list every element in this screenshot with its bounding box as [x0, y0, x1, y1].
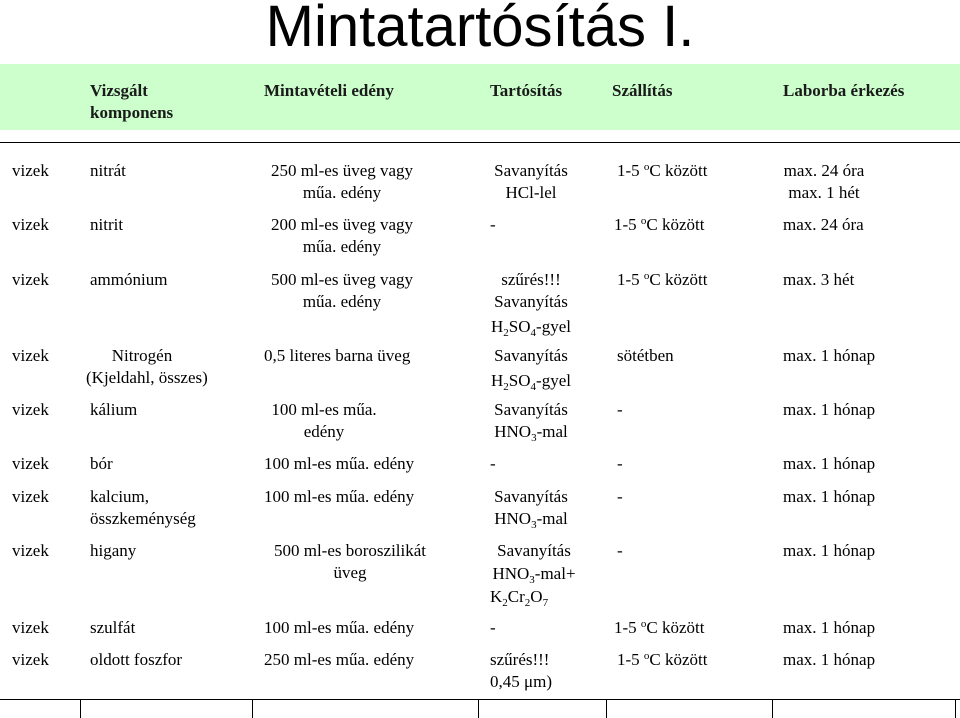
cell-vessel-line1: 500 ml-es boroszilikát: [273, 541, 427, 560]
slide-title: Mintatartósítás I.: [265, 0, 695, 59]
header-vessel: Mintavételi edény: [264, 81, 394, 100]
cell-vessel: [262, 160, 422, 204]
formula-sub: 7: [542, 597, 549, 609]
cell-arrival: max. 3 hét: [783, 270, 855, 289]
row-label: vizek: [12, 454, 49, 473]
column-divider: [772, 700, 773, 718]
formula-sub: 3: [531, 432, 537, 444]
formula-part: -gyel: [536, 317, 571, 336]
transport-range: 1-5: [617, 650, 644, 669]
cell-component: nitrit: [90, 215, 124, 234]
formula-sub: 4: [530, 327, 537, 339]
cell-transport: [614, 617, 705, 639]
cell-vessel-line2: műa. edény: [302, 183, 382, 202]
cell-component: nitrát: [90, 161, 126, 180]
header-separator: [0, 142, 960, 143]
row-label: vizek: [12, 487, 49, 506]
column-divider: [606, 700, 607, 718]
header-arrival: Laborba érkezés: [783, 81, 905, 100]
formula-part: SO: [508, 371, 531, 390]
cell-transport: sötétben: [617, 346, 674, 365]
formula-h2so4: [478, 316, 584, 338]
cell-arrival: max. 1 hónap: [783, 454, 876, 473]
cell-preservation: [478, 269, 584, 338]
header-component-line1: Vizsgált: [90, 81, 148, 100]
cell-transport: [617, 160, 708, 182]
cell-preservation: [478, 160, 584, 204]
cell-arrival: max. 1 hónap: [783, 650, 876, 669]
transport-unit: C között: [649, 650, 708, 669]
transport-unit: C között: [649, 270, 708, 289]
table-header: [0, 64, 960, 130]
cell-arrival-line1: max. 24 óra: [783, 161, 865, 180]
cell-vessel: [262, 269, 422, 313]
column-divider: [80, 700, 81, 718]
degree-sign: o: [643, 161, 650, 173]
transport-unit: C között: [646, 618, 705, 637]
transport-range: 1-5: [617, 161, 644, 180]
formula-sub: 2: [503, 327, 509, 339]
cell-arrival: max. 1 hónap: [783, 541, 876, 560]
formula-sub: 4: [530, 381, 537, 393]
formula-hno3-plus: [478, 563, 590, 585]
row-label: vizek: [12, 346, 49, 365]
cell-component: kálium: [90, 400, 138, 419]
formula-part: -gyel: [536, 371, 571, 390]
cell-transport: -: [617, 541, 623, 560]
cell-preservation: [478, 540, 590, 608]
cell-vessel: 0,5 literes barna üveg: [264, 346, 411, 365]
formula-k2cr2o7: [478, 586, 590, 608]
cell-arrival-line2: max. 1 hét: [788, 183, 860, 202]
cell-preservation: -: [490, 618, 496, 637]
table-bottom-border: [0, 699, 960, 700]
row-label: vizek: [12, 161, 49, 180]
formula-sub: 2: [503, 381, 509, 393]
cell-transport: -: [617, 454, 623, 473]
cell-preservation-line2: 0,45 μm): [490, 672, 552, 691]
row-label: vizek: [12, 650, 49, 669]
cell-component: [86, 345, 208, 389]
cell-preservation-line2: Savanyítás: [494, 292, 568, 311]
header-preservation: Tartósítás: [490, 81, 563, 100]
formula-hno3: [478, 421, 584, 443]
cell-preservation-line1: Savanyítás: [494, 400, 568, 419]
formula-part: HNO: [494, 422, 532, 441]
formula-part: H: [491, 317, 504, 336]
formula-part: -mal: [536, 509, 568, 528]
formula-sub: 3: [531, 519, 537, 531]
formula-hno3: [478, 508, 584, 530]
cell-vessel-line1: 250 ml-es üveg vagy: [270, 161, 414, 180]
column-divider: [252, 700, 253, 718]
row-label: vizek: [12, 541, 49, 560]
cell-preservation: [478, 345, 584, 392]
cell-preservation-line1: szűrés!!!: [501, 270, 561, 289]
cell-vessel-line2: edény: [303, 422, 345, 441]
cell-preservation: [478, 399, 584, 443]
formula-part: K: [490, 587, 503, 606]
cell-vessel-line1: 500 ml-es üveg vagy: [270, 270, 414, 289]
cell-preservation: [478, 486, 584, 530]
cell-arrival: max. 24 óra: [783, 215, 864, 234]
transport-range: 1-5: [614, 618, 641, 637]
transport-range: 1-5: [614, 215, 641, 234]
formula-part: HNO: [494, 509, 532, 528]
formula-part: H: [491, 371, 504, 390]
cell-vessel-line1: 200 ml-es üveg vagy: [270, 215, 414, 234]
cell-preservation: -: [490, 454, 496, 473]
cell-preservation-line1: Savanyítás: [494, 161, 568, 180]
cell-vessel: 100 ml-es műa. edény: [264, 487, 415, 506]
cell-vessel-line2: műa. edény: [302, 237, 382, 256]
column-divider: [478, 700, 479, 718]
degree-sign: o: [640, 215, 647, 227]
cell-preservation-line1: Savanyítás: [494, 346, 568, 365]
cell-preservation: -: [490, 215, 496, 234]
cell-transport: [617, 649, 708, 671]
cell-preservation: [490, 649, 552, 693]
formula-part: SO: [508, 317, 531, 336]
cell-preservation-line2: HCl-lel: [505, 183, 557, 202]
formula-sub: 2: [502, 597, 508, 609]
cell-transport: -: [617, 400, 623, 419]
cell-vessel: 100 ml-es műa. edény: [264, 454, 415, 473]
row-label: vizek: [12, 618, 49, 637]
column-divider: [955, 700, 956, 718]
cell-arrival: [772, 160, 876, 204]
cell-component-line1: Nitrogén: [111, 346, 173, 365]
cell-vessel: 250 ml-es műa. edény: [264, 650, 415, 669]
formula-h2so4: [478, 370, 584, 392]
degree-sign: o: [643, 650, 650, 662]
header-component: [90, 80, 173, 124]
cell-arrival: max. 1 hónap: [783, 400, 876, 419]
cell-component: [90, 486, 196, 530]
cell-preservation-line1: Savanyítás: [494, 487, 568, 506]
cell-transport: -: [617, 487, 623, 506]
row-label: vizek: [12, 215, 49, 234]
header-transport: Szállítás: [612, 81, 673, 100]
cell-vessel-line2: üveg: [333, 563, 367, 582]
formula-sub: 2: [524, 597, 531, 609]
cell-component: higany: [90, 541, 137, 560]
cell-vessel-line1: 100 ml-es műa.: [271, 400, 377, 419]
cell-component-line2: összkeménység: [90, 509, 196, 528]
formula-part: -mal: [536, 422, 568, 441]
cell-arrival: max. 1 hónap: [783, 487, 876, 506]
cell-vessel: [262, 540, 438, 584]
formula-part: O: [530, 587, 543, 606]
cell-component: oldott foszfor: [90, 650, 183, 669]
row-label: vizek: [12, 270, 49, 289]
header-component-line2: komponens: [90, 103, 174, 122]
cell-component: ammónium: [90, 270, 168, 289]
cell-preservation-line1: szűrés!!!: [490, 650, 550, 669]
cell-preservation-line1: Savanyítás: [497, 541, 571, 560]
transport-unit: C között: [646, 215, 705, 234]
cell-component-line2: (Kjeldahl, összes): [86, 368, 208, 387]
formula-part: HNO: [492, 564, 530, 583]
cell-transport: [617, 269, 708, 291]
cell-component-line1: kalcium,: [90, 487, 150, 506]
degree-sign: o: [640, 618, 647, 630]
cell-vessel: 100 ml-es műa. edény: [264, 618, 415, 637]
cell-arrival: max. 1 hónap: [783, 346, 876, 365]
formula-part: Cr: [507, 587, 525, 606]
row-label: vizek: [12, 400, 49, 419]
formula-sub: 3: [529, 574, 535, 586]
formula-part: -mal+: [534, 564, 576, 583]
cell-vessel: [262, 399, 386, 443]
degree-sign: o: [643, 270, 650, 282]
transport-range: 1-5: [617, 270, 644, 289]
cell-component: bór: [90, 454, 113, 473]
cell-vessel-line2: műa. edény: [302, 292, 382, 311]
cell-component: szulfát: [90, 618, 136, 637]
cell-transport: [614, 214, 705, 236]
cell-arrival: max. 1 hónap: [783, 618, 876, 637]
cell-vessel: [262, 214, 422, 258]
transport-unit: C között: [649, 161, 708, 180]
